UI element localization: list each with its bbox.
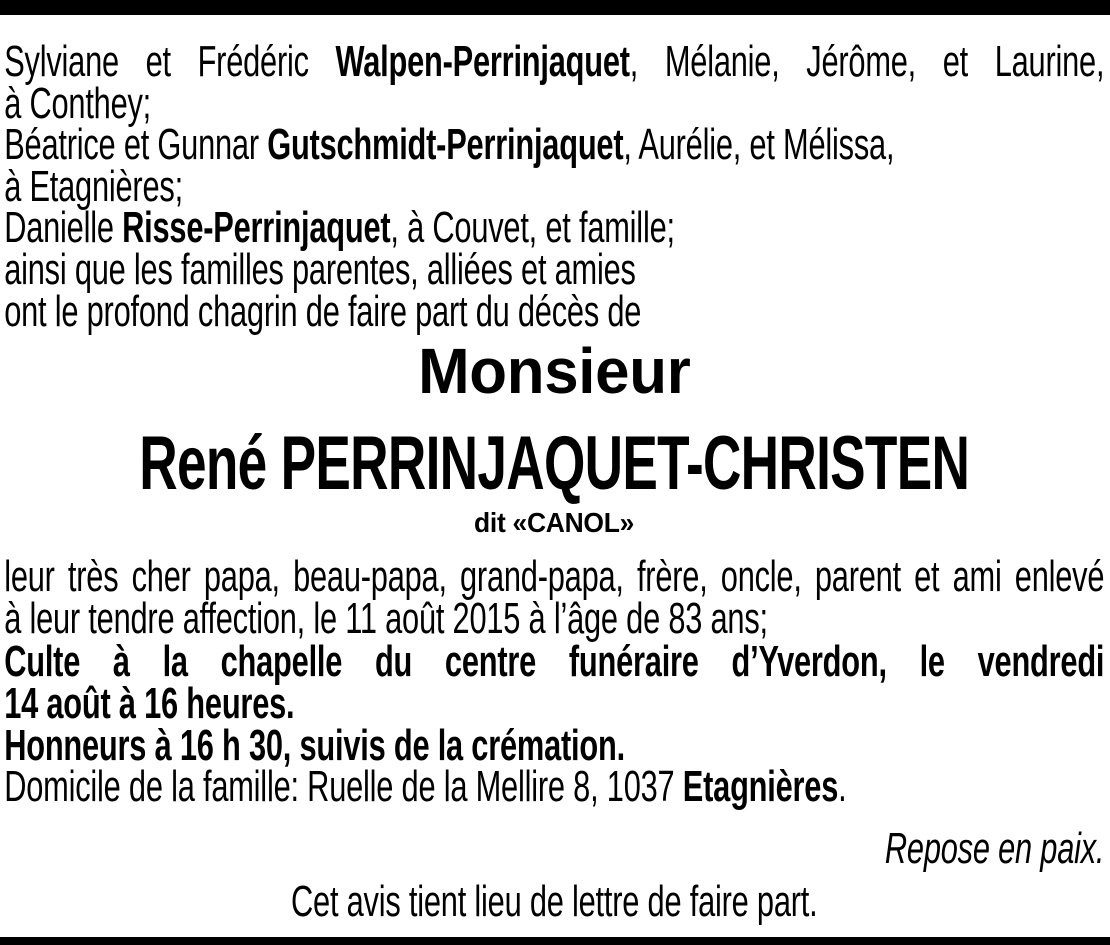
nickname-text: dit «CANOL» (474, 507, 635, 539)
plain-text: Danielle (4, 203, 123, 253)
top-rule-bar (0, 0, 1110, 15)
plain-text: , à Couvet, et famille; (390, 203, 675, 253)
plain-text: Béatrice et Gunnar (4, 120, 268, 170)
bold-text: Gutschmidt-Perrinjaquet (267, 120, 624, 170)
plain-text: Domicile de la famille: Ruelle de la Mellire 8, 1037 (4, 762, 683, 812)
bold-text: Etagnières (682, 762, 839, 812)
bold-text: Walpen-Perrinjaquet (335, 37, 630, 86)
notice-line (4, 203, 1104, 253)
notice-line (4, 552, 1105, 602)
notice-line (4, 637, 1105, 687)
civility-title-text: Monsieur (418, 335, 691, 408)
deceased-name: René PERRINJAQUET-CHRISTEN (139, 421, 970, 507)
domicile-line (4, 762, 1104, 812)
plain-text: 14 août à 16 heures. (4, 678, 295, 728)
bold-text: Risse-Perrinjaquet (122, 203, 391, 253)
plain-text: Sylviane et Frédéric (4, 37, 336, 86)
death-notice (0, 15, 1110, 927)
nickname-line (4, 506, 1104, 540)
plain-text: . (838, 762, 847, 812)
notice-line (4, 37, 1105, 86)
plain-text: à leur tendre affection, le 11 août 2015 à l’âge de 83 ans; (4, 593, 768, 643)
ceremony-paragraph (4, 637, 1105, 770)
bottom-rule-bar (0, 937, 1110, 945)
closing-line: Cet avis tient lieu de lettre de faire part. (291, 877, 818, 927)
notice-line (4, 593, 1104, 643)
notice-line (4, 161, 1104, 211)
plain-text: Honneurs à 16 h 30, suivis de la crémation. (4, 720, 625, 770)
plain-text: leur très cher papa, beau-papa, grand-papa, frère, oncle, parent et ami enlevé (4, 552, 1105, 602)
notice-line (4, 678, 1104, 728)
notice-line (4, 120, 1104, 170)
plain-text: , Aurélie, et Mélissa, (623, 120, 895, 170)
plain-text: à Conthey; (4, 78, 152, 128)
plain-text: ont le profond chagrin de faire part du décès de (4, 286, 642, 336)
notice-body (0, 15, 1110, 927)
notice-line (4, 720, 1104, 770)
family-announcement (4, 37, 1105, 336)
plain-text: à Etagnières; (4, 161, 183, 211)
epitaph-line: Repose en paix. (884, 823, 1105, 873)
plain-text: Culte à la chapelle du centre funéraire d’Yverdon, le vendredi (4, 637, 1105, 687)
civility-title (4, 334, 1104, 408)
plain-text: , Mélanie, Jérôme, et Laurine, (629, 37, 1105, 86)
notice-line (4, 78, 1104, 128)
notice-line (4, 244, 1104, 294)
notice-line (4, 286, 1104, 336)
tribute-paragraph (4, 552, 1105, 643)
plain-text: ainsi que les familles parentes, alliées et amies (4, 244, 636, 294)
